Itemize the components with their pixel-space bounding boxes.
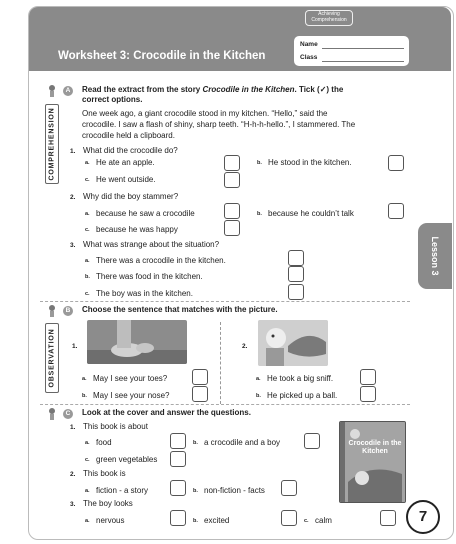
- option-text: May I see your nose?: [93, 391, 170, 400]
- tick-box[interactable]: [288, 284, 304, 300]
- extract-line: crocodile held a clipboard.: [82, 131, 175, 140]
- option-text: There was a crocodile in the kitchen.: [96, 256, 226, 265]
- option-text: because he couldn’t talk: [268, 209, 354, 218]
- option-text: because he saw a crocodile: [96, 209, 195, 218]
- option-letter: b.: [193, 518, 198, 524]
- option-letter: c.: [85, 291, 90, 297]
- section-b-badge: B: [63, 306, 73, 316]
- class-label: Class: [300, 54, 318, 61]
- tick-box[interactable]: [170, 510, 186, 526]
- question-text: This book is: [83, 469, 126, 478]
- option-letter: c.: [85, 457, 90, 463]
- question-number: 3.: [70, 501, 76, 508]
- extract-line: crocodile. I saw a flash of shiny, sharp teeth. “H-h-h-hello.”, I stammered. The: [82, 120, 356, 129]
- question-number: 2.: [70, 471, 76, 478]
- question-text: What did the crocodile do?: [83, 146, 178, 155]
- name-label: Name: [300, 41, 318, 48]
- option-letter: a.: [85, 258, 90, 264]
- option-letter: b.: [193, 488, 198, 494]
- option-text: excited: [204, 516, 230, 525]
- option-letter: a.: [85, 488, 90, 494]
- tick-box[interactable]: [388, 203, 404, 219]
- option-letter: c.: [85, 177, 90, 183]
- question-text: This book is about: [83, 422, 148, 431]
- worksheet-title: Worksheet 3: Crocodile in the Kitchen: [58, 50, 266, 62]
- comprehension-sidebar: COMPREHENSION: [45, 104, 59, 184]
- option-text: He ate an apple.: [96, 158, 155, 167]
- option-text: food: [96, 438, 112, 447]
- question-number: 1.: [70, 148, 76, 155]
- tick-box[interactable]: [288, 266, 304, 282]
- picture-divider: [220, 322, 221, 404]
- section-c-instruction: Look at the cover and answer the questions.: [82, 408, 251, 417]
- section-a-instruction: Read the extract from the story Crocodile in the Kitchen. Tick (✓) the: [82, 85, 344, 94]
- question-number: 1.: [70, 424, 76, 431]
- option-letter: b.: [82, 393, 87, 399]
- tick-box[interactable]: [380, 510, 396, 526]
- option-letter: c.: [304, 518, 309, 524]
- option-letter: b.: [85, 274, 90, 280]
- section-b-instruction: Choose the sentence that matches with the picture.: [82, 305, 278, 314]
- option-letter: b.: [256, 393, 261, 399]
- tick-box[interactable]: [360, 369, 376, 385]
- option-letter: b.: [257, 160, 262, 166]
- option-letter: b.: [257, 211, 262, 217]
- lesson-tab: Lesson 3: [418, 223, 452, 289]
- tick-box[interactable]: [360, 386, 376, 402]
- option-letter: a.: [85, 211, 90, 217]
- option-text: calm: [315, 516, 332, 525]
- tick-box[interactable]: [281, 510, 297, 526]
- class-field[interactable]: [322, 61, 404, 62]
- option-text: He went outside.: [96, 175, 156, 184]
- option-text: non-fiction - facts: [204, 486, 265, 495]
- extract-line: One week ago, a giant crocodile stood in my kitchen. “Hello,” said the: [82, 109, 328, 118]
- tick-box[interactable]: [170, 433, 186, 449]
- section-a-badge: A: [63, 86, 73, 96]
- mascot-icon: [47, 84, 57, 98]
- page-number: 7: [406, 500, 440, 534]
- option-text: a crocodile and a boy: [204, 438, 281, 447]
- feet-picture: [87, 320, 187, 364]
- section-divider: [40, 301, 410, 302]
- option-letter: b.: [193, 440, 198, 446]
- option-text: because he was happy: [96, 225, 178, 234]
- section-a-instruction-cont: correct options.: [82, 95, 143, 104]
- option-letter: a.: [85, 160, 90, 166]
- option-letter: a.: [256, 376, 261, 382]
- picture-number: 2.: [242, 343, 248, 350]
- option-text: He took a big sniff.: [267, 374, 334, 383]
- option-letter: a.: [85, 440, 90, 446]
- option-text: The boy was in the kitchen.: [96, 289, 193, 298]
- book-cover: [339, 421, 406, 503]
- option-text: He picked up a ball.: [267, 391, 338, 400]
- option-letter: a.: [85, 518, 90, 524]
- sniff-picture: [258, 320, 328, 366]
- option-text: nervous: [96, 516, 125, 525]
- tick-box[interactable]: [281, 480, 297, 496]
- tick-box[interactable]: [224, 172, 240, 188]
- option-text: May I see your toes?: [93, 374, 168, 383]
- tick-box[interactable]: [288, 250, 304, 266]
- mascot-icon: [47, 407, 57, 421]
- tick-box[interactable]: [224, 220, 240, 236]
- series-logo: Achieving Comprehension: [305, 10, 353, 26]
- question-text: Why did the boy stammer?: [83, 192, 179, 201]
- option-text: He stood in the kitchen.: [268, 158, 352, 167]
- option-text: green vegetables: [96, 455, 158, 464]
- tick-box[interactable]: [388, 155, 404, 171]
- observation-sidebar: OBSERVATION: [45, 323, 59, 393]
- section-divider: [40, 404, 410, 405]
- section-c-badge: C: [63, 409, 73, 419]
- question-number: 2.: [70, 194, 76, 201]
- option-letter: a.: [82, 376, 87, 382]
- option-text: fiction - a story: [96, 486, 149, 495]
- option-letter: c.: [85, 227, 90, 233]
- tick-box[interactable]: [224, 155, 240, 171]
- picture-number: 1.: [72, 343, 78, 350]
- tick-box[interactable]: [170, 451, 186, 467]
- name-class-box: [294, 36, 409, 66]
- tick-box[interactable]: [224, 203, 240, 219]
- question-text: What was strange about the situation?: [83, 240, 220, 249]
- tick-box[interactable]: [304, 433, 320, 449]
- tick-box[interactable]: [192, 369, 208, 385]
- tick-box[interactable]: [170, 480, 186, 496]
- name-field[interactable]: [322, 48, 404, 49]
- question-text: The boy looks: [83, 499, 133, 508]
- cover-title: Crocodile in the Kitchen: [348, 440, 402, 455]
- option-text: There was food in the kitchen.: [96, 272, 203, 281]
- mascot-icon: [47, 304, 57, 318]
- tick-box[interactable]: [192, 386, 208, 402]
- question-number: 3.: [70, 242, 76, 249]
